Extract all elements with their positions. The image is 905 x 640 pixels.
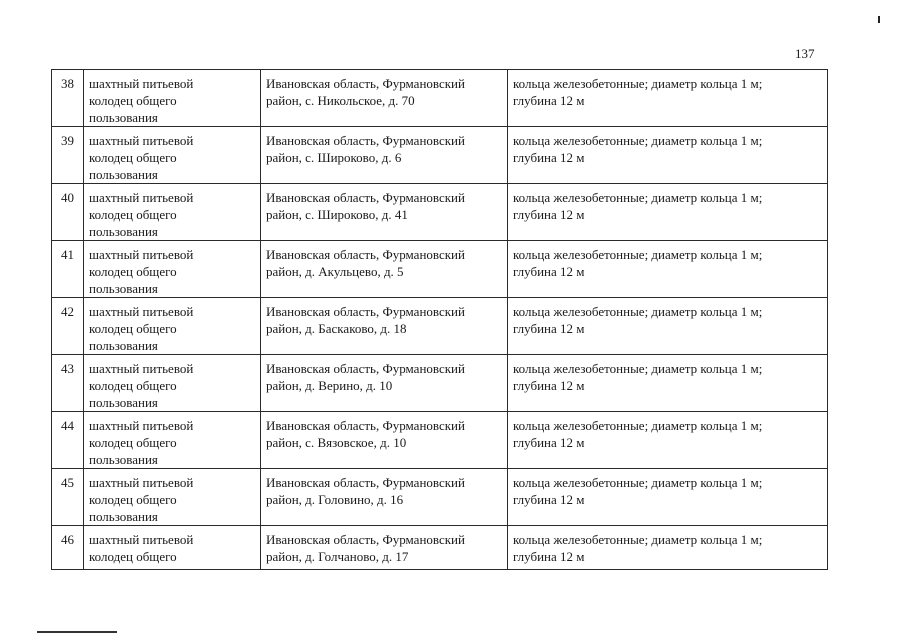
description-line: кольца железобетонные; диаметр кольца 1 м; xyxy=(513,247,763,262)
address-line: район, д. Головино, д. 16 xyxy=(266,492,404,507)
name-line: колодец общего xyxy=(89,321,177,336)
name-line: шахтный питьевой xyxy=(89,304,194,319)
description-line: кольца железобетонные; диаметр кольца 1 м; xyxy=(513,304,763,319)
address-line: Ивановская область, Фурмановский xyxy=(266,76,465,91)
table-row xyxy=(52,412,828,469)
description-line: глубина 12 м xyxy=(513,378,585,393)
row-name-cell xyxy=(84,355,261,412)
address-line: Ивановская область, Фурмановский xyxy=(266,190,465,205)
row-address-cell xyxy=(261,298,508,355)
name-line: колодец общего xyxy=(89,207,177,222)
row-description-cell xyxy=(508,70,828,127)
row-name-cell xyxy=(84,184,261,241)
row-address-cell xyxy=(261,412,508,469)
address-line: район, с. Никольское, д. 70 xyxy=(266,93,415,108)
description-line: кольца железобетонные; диаметр кольца 1 м; xyxy=(513,532,763,547)
row-number-cell: 41 xyxy=(52,241,84,298)
description-line: кольца железобетонные; диаметр кольца 1 м; xyxy=(513,133,763,148)
name-line: колодец общего xyxy=(89,150,177,165)
name-line: шахтный питьевой xyxy=(89,133,194,148)
name-line: шахтный питьевой xyxy=(89,190,194,205)
address-line: Ивановская область, Фурмановский xyxy=(266,418,465,433)
row-number-cell: 45 xyxy=(52,469,84,526)
row-address-cell xyxy=(261,469,508,526)
row-name-cell xyxy=(84,298,261,355)
row-address-cell xyxy=(261,127,508,184)
name-line: колодец общего xyxy=(89,492,177,507)
name-line: пользования xyxy=(89,167,158,182)
address-line: Ивановская область, Фурмановский xyxy=(266,304,465,319)
name-line: шахтный питьевой xyxy=(89,247,194,262)
table-row xyxy=(52,184,828,241)
description-line: кольца железобетонные; диаметр кольца 1 м; xyxy=(513,361,763,376)
name-line: шахтный питьевой xyxy=(89,76,194,91)
page-number: 137 xyxy=(795,46,815,61)
table-row xyxy=(52,127,828,184)
description-line: глубина 12 м xyxy=(513,264,585,279)
name-line: пользования xyxy=(89,509,158,524)
address-line: район, с. Широково, д. 6 xyxy=(266,150,402,165)
description-line: кольца железобетонные; диаметр кольца 1 м; xyxy=(513,418,763,433)
name-line: шахтный питьевой xyxy=(89,418,194,433)
address-line: Ивановская область, Фурмановский xyxy=(266,361,465,376)
row-address-cell xyxy=(261,241,508,298)
row-name-cell xyxy=(84,241,261,298)
description-line: глубина 12 м xyxy=(513,549,585,564)
name-line: шахтный питьевой xyxy=(89,361,194,376)
table-row xyxy=(52,469,828,526)
address-line: Ивановская область, Фурмановский xyxy=(266,133,465,148)
name-line: пользования xyxy=(89,452,158,467)
wells-table xyxy=(51,69,828,570)
address-line: район, с. Вязовское, д. 10 xyxy=(266,435,407,450)
name-line: колодец общего xyxy=(89,435,177,450)
address-line: район, д. Баскаково, д. 18 xyxy=(266,321,407,336)
name-line: пользования xyxy=(89,281,158,296)
address-line: район, д. Акульцево, д. 5 xyxy=(266,264,404,279)
row-description-cell xyxy=(508,241,828,298)
name-line: пользования xyxy=(89,110,158,125)
row-number-cell: 46 xyxy=(52,526,84,570)
address-line: район, с. Широково, д. 41 xyxy=(266,207,408,222)
row-number-cell: 40 xyxy=(52,184,84,241)
row-number-cell: 43 xyxy=(52,355,84,412)
name-line: шахтный питьевой xyxy=(89,475,194,490)
description-line: глубина 12 м xyxy=(513,321,585,336)
name-line: пользования xyxy=(89,224,158,239)
row-description-cell xyxy=(508,355,828,412)
description-line: кольца железобетонные; диаметр кольца 1 м; xyxy=(513,475,763,490)
row-name-cell xyxy=(84,127,261,184)
row-description-cell xyxy=(508,184,828,241)
description-line: глубина 12 м xyxy=(513,150,585,165)
address-line: Ивановская область, Фурмановский xyxy=(266,475,465,490)
name-line: колодец общего xyxy=(89,549,177,564)
address-line: район, д. Голчаново, д. 17 xyxy=(266,549,409,564)
row-description-cell xyxy=(508,526,828,570)
row-description-cell xyxy=(508,127,828,184)
row-name-cell xyxy=(84,412,261,469)
row-description-cell xyxy=(508,412,828,469)
row-number-cell: 44 xyxy=(52,412,84,469)
address-line: Ивановская область, Фурмановский xyxy=(266,247,465,262)
table-row xyxy=(52,526,828,570)
corner-mark xyxy=(878,16,880,23)
name-line: колодец общего xyxy=(89,264,177,279)
description-line: глубина 12 м xyxy=(513,93,585,108)
name-line: колодец общего xyxy=(89,93,177,108)
table-row xyxy=(52,355,828,412)
row-name-cell xyxy=(84,469,261,526)
table-row xyxy=(52,70,828,127)
description-line: глубина 12 м xyxy=(513,492,585,507)
row-name-cell xyxy=(84,526,261,570)
row-address-cell xyxy=(261,526,508,570)
description-line: глубина 12 м xyxy=(513,435,585,450)
table-body xyxy=(52,70,828,570)
table-row xyxy=(52,241,828,298)
name-line: пользования xyxy=(89,338,158,353)
row-address-cell xyxy=(261,184,508,241)
description-line: кольца железобетонные; диаметр кольца 1 м; xyxy=(513,76,763,91)
row-name-cell xyxy=(84,70,261,127)
name-line: пользования xyxy=(89,395,158,410)
bottom-rule xyxy=(37,631,117,633)
name-line: колодец общего xyxy=(89,378,177,393)
row-number-cell: 42 xyxy=(52,298,84,355)
description-line: глубина 12 м xyxy=(513,207,585,222)
name-line: шахтный питьевой xyxy=(89,532,194,547)
row-description-cell xyxy=(508,298,828,355)
row-number-cell: 38 xyxy=(52,70,84,127)
address-line: Ивановская область, Фурмановский xyxy=(266,532,465,547)
address-line: район, д. Верино, д. 10 xyxy=(266,378,393,393)
table-row xyxy=(52,298,828,355)
row-address-cell xyxy=(261,70,508,127)
description-line: кольца железобетонные; диаметр кольца 1 м; xyxy=(513,190,763,205)
row-description-cell xyxy=(508,469,828,526)
row-number-cell: 39 xyxy=(52,127,84,184)
row-address-cell xyxy=(261,355,508,412)
